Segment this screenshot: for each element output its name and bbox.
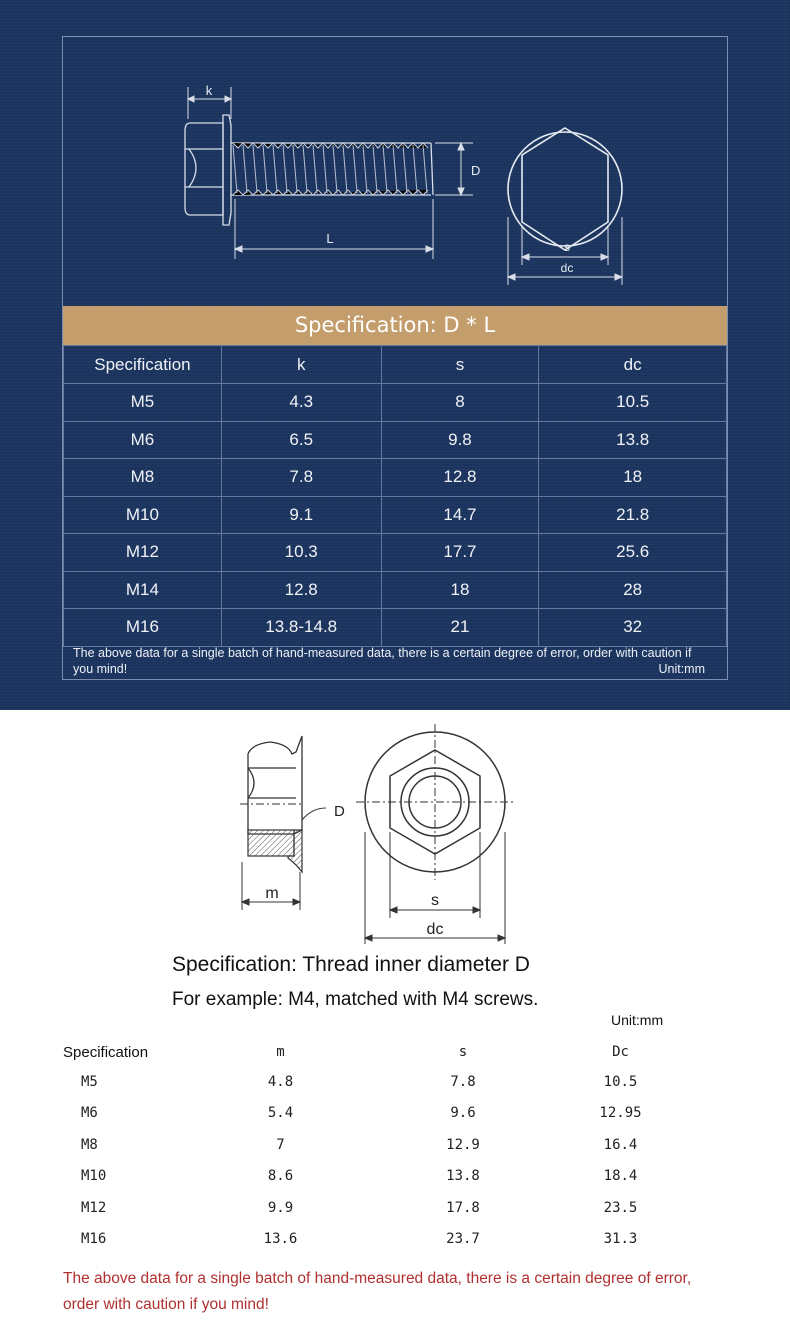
cell-m: 13.6 bbox=[263, 1231, 298, 1248]
bolt-disclaimer-text: The above data for a single batch of hand-measured data, there is a certain degree of error, order with caution if you mind! bbox=[73, 646, 692, 676]
table-row bbox=[64, 421, 727, 459]
header-s: s bbox=[381, 346, 539, 384]
cell-k: 9.1 bbox=[221, 496, 381, 534]
table-row bbox=[63, 1066, 703, 1098]
cell-s: 9.6 bbox=[450, 1105, 476, 1122]
cell-dc: 18 bbox=[539, 459, 727, 497]
nut-spec-table bbox=[63, 1038, 703, 1255]
nut-spec-title: Specification: Thread inner diameter D bbox=[172, 953, 530, 976]
cell-spec: M12 bbox=[64, 534, 222, 572]
cell-s: 23.7 bbox=[446, 1231, 480, 1248]
cell-spec: M8 bbox=[64, 459, 222, 497]
header-specification: Specification bbox=[63, 1043, 149, 1061]
nut-dim-d-label: D bbox=[334, 803, 345, 820]
thread-line bbox=[373, 145, 377, 193]
cell-spec: M10 bbox=[81, 1168, 107, 1185]
bolt-spec-table bbox=[63, 345, 727, 647]
bolt-disclaimer bbox=[63, 643, 727, 679]
thread-line bbox=[273, 145, 277, 193]
thread-line bbox=[403, 145, 407, 193]
cell-m: 7 bbox=[276, 1136, 285, 1153]
thread-line bbox=[253, 145, 257, 193]
flange-nut-diagram bbox=[230, 722, 550, 952]
table-row bbox=[64, 384, 727, 422]
table-row bbox=[64, 496, 727, 534]
table-row bbox=[63, 1161, 703, 1193]
header-dc: dc bbox=[539, 346, 727, 384]
cell-s: 12.8 bbox=[381, 459, 539, 497]
nut-dim-dc-label: dc bbox=[426, 921, 444, 938]
cell-dc: 28 bbox=[539, 571, 727, 609]
cell-spec: M10 bbox=[64, 496, 222, 534]
bolt-dim-dc-label: dc bbox=[560, 261, 574, 275]
thread-line bbox=[423, 145, 427, 193]
nut-dim-m-label: m bbox=[265, 885, 279, 902]
table-row bbox=[64, 459, 727, 497]
cell-m: 8.6 bbox=[267, 1168, 294, 1185]
cell-s: 14.7 bbox=[381, 496, 539, 534]
cell-spec: M6 bbox=[64, 421, 222, 459]
header-s: s bbox=[458, 1044, 468, 1060]
cell-m: 9.9 bbox=[267, 1199, 294, 1216]
cell-k: 10.3 bbox=[221, 534, 381, 572]
thread-line bbox=[353, 145, 357, 193]
table-row bbox=[63, 1192, 703, 1224]
cell-dc: 32 bbox=[539, 609, 727, 647]
header-specification: Specification bbox=[64, 346, 222, 384]
thread-line bbox=[413, 145, 417, 193]
header-m: m bbox=[276, 1044, 285, 1060]
cell-k: 13.8-14.8 bbox=[221, 609, 381, 647]
nut-disclaimer: The above data for a single batch of hand-measured data, there is a certain degree of error, order with caution if you mind! bbox=[63, 1270, 692, 1313]
cell-dc: 23.5 bbox=[603, 1199, 638, 1216]
table-row bbox=[64, 571, 727, 609]
thread-line bbox=[363, 145, 367, 193]
cell-dc: 10.5 bbox=[539, 384, 727, 422]
thread-line bbox=[243, 145, 247, 193]
cell-spec: M16 bbox=[64, 609, 222, 647]
thread-line bbox=[303, 145, 307, 193]
cell-spec: M14 bbox=[64, 571, 222, 609]
thread-line bbox=[323, 145, 327, 193]
cell-spec: M5 bbox=[64, 384, 222, 422]
table-row bbox=[63, 1224, 703, 1256]
bolt-dim-k-label: k bbox=[205, 83, 213, 98]
thread-line bbox=[263, 145, 267, 193]
thread-line bbox=[293, 145, 297, 193]
cell-k: 6.5 bbox=[221, 421, 381, 459]
table-header-row bbox=[63, 1038, 703, 1066]
bolt-unit-label: Unit:mm bbox=[658, 662, 705, 676]
cell-s: 17.7 bbox=[381, 534, 539, 572]
thread-line bbox=[233, 145, 237, 193]
cell-s: 18 bbox=[381, 571, 539, 609]
cell-spec: M8 bbox=[81, 1136, 98, 1153]
cell-s: 17.8 bbox=[446, 1199, 480, 1216]
cell-dc: 18.4 bbox=[603, 1168, 638, 1185]
cell-m: 4.8 bbox=[267, 1073, 294, 1090]
cell-s: 8 bbox=[381, 384, 539, 422]
bolt-dim-l-label: L bbox=[326, 231, 334, 246]
nut-spec-example: For example: M4, matched with M4 screws. bbox=[172, 989, 539, 1010]
cell-s: 21 bbox=[381, 609, 539, 647]
cell-dc: 16.4 bbox=[603, 1136, 638, 1153]
cell-k: 7.8 bbox=[221, 459, 381, 497]
cell-spec: M12 bbox=[81, 1199, 107, 1216]
cell-dc: 25.6 bbox=[539, 534, 727, 572]
cell-k: 4.3 bbox=[221, 384, 381, 422]
cell-s: 13.8 bbox=[446, 1168, 480, 1185]
table-row bbox=[64, 609, 727, 647]
cell-spec: M5 bbox=[81, 1073, 98, 1090]
cell-dc: 12.95 bbox=[599, 1105, 642, 1122]
cell-s: 7.8 bbox=[450, 1073, 476, 1090]
thread-line bbox=[343, 145, 347, 193]
thread-line bbox=[393, 145, 397, 193]
cell-k: 12.8 bbox=[221, 571, 381, 609]
bolt-dim-s-label: s bbox=[564, 240, 570, 254]
cell-dc: 13.8 bbox=[539, 421, 727, 459]
flange-bolt-diagram bbox=[63, 37, 727, 305]
thread-line bbox=[333, 145, 337, 193]
cell-s: 9.8 bbox=[381, 421, 539, 459]
cell-dc: 21.8 bbox=[539, 496, 727, 534]
table-row bbox=[64, 534, 727, 572]
nut-unit-label: Unit:mm bbox=[611, 1012, 664, 1028]
cell-dc: 10.5 bbox=[603, 1073, 638, 1090]
nut-dim-s-label: s bbox=[431, 892, 439, 909]
cell-spec: M6 bbox=[81, 1105, 98, 1122]
cell-spec: M16 bbox=[81, 1231, 107, 1248]
table-row bbox=[63, 1129, 703, 1161]
header-k: k bbox=[221, 346, 381, 384]
table-row bbox=[63, 1098, 703, 1130]
thread-line bbox=[383, 145, 387, 193]
cell-dc: 31.3 bbox=[603, 1231, 638, 1248]
cell-m: 5.4 bbox=[267, 1105, 294, 1122]
header-dc: Dc bbox=[612, 1044, 629, 1060]
thread-line bbox=[313, 145, 317, 193]
bolt-dim-d-label: D bbox=[471, 163, 481, 178]
cell-s: 12.9 bbox=[446, 1136, 480, 1153]
table-header-row bbox=[64, 346, 727, 384]
thread-line bbox=[283, 145, 287, 193]
bolt-spec-banner: Specification: D * L bbox=[63, 306, 727, 345]
